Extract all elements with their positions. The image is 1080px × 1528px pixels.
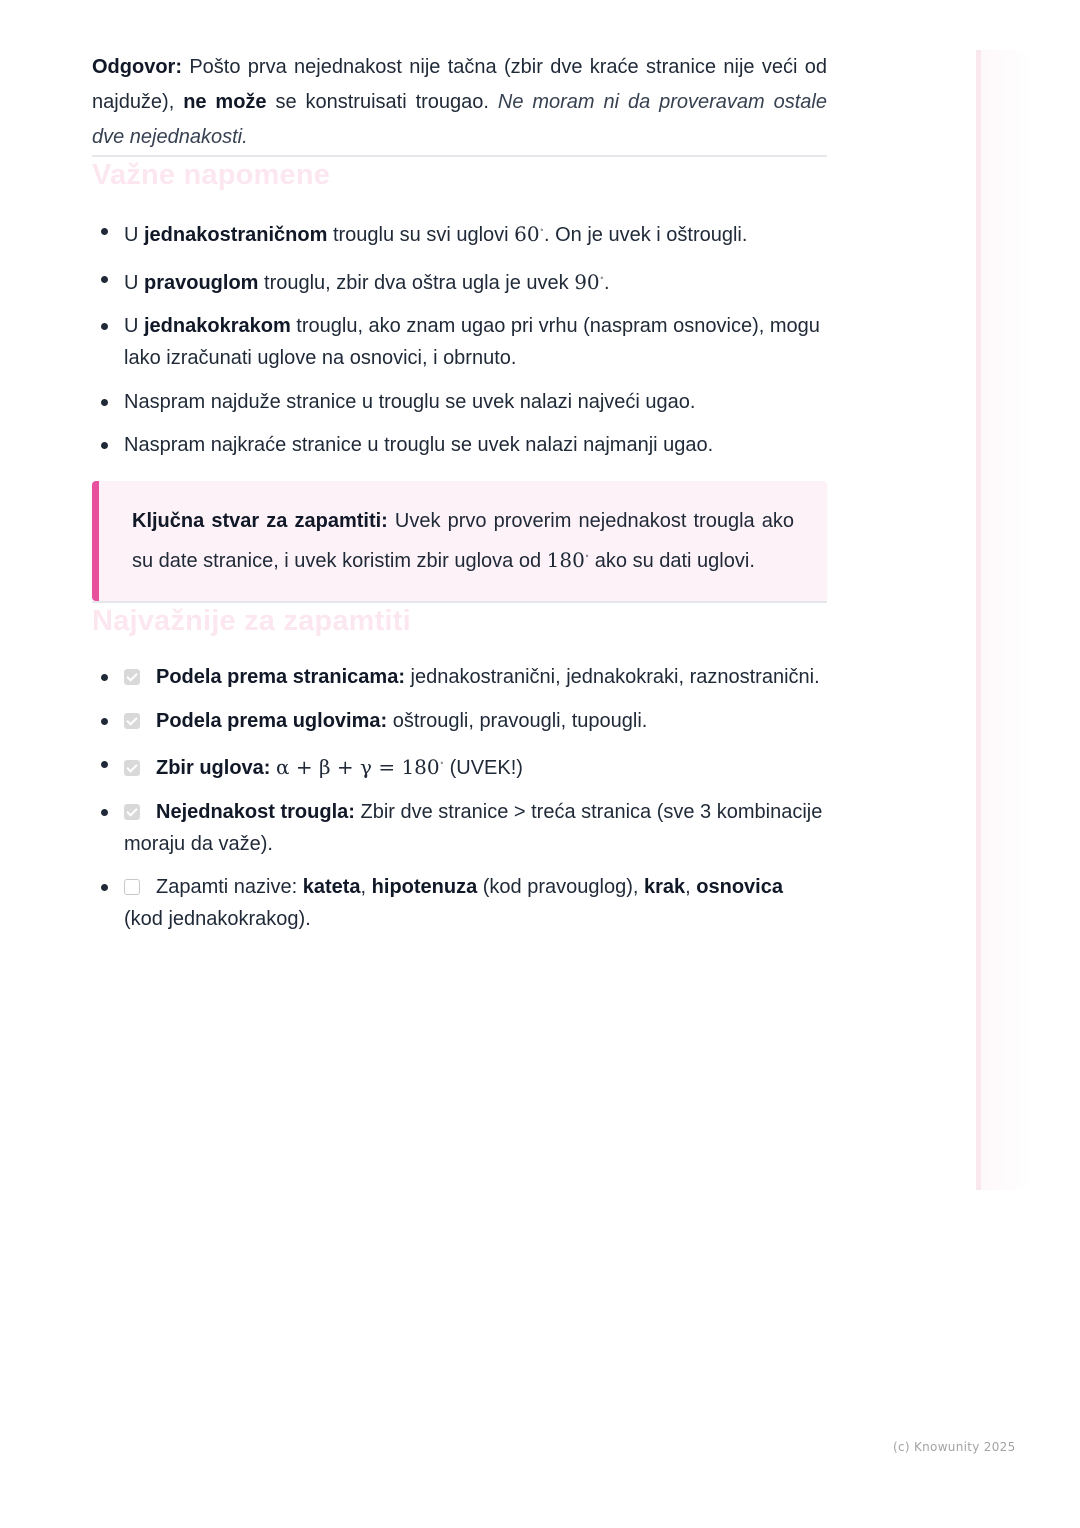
answer-paragraph: Odgovor: Pošto prva nejednakost nije tačna (zbir dve kraće stranice nije veći od najduže), ne može se konstruisati trougao. Ne moram ni da proveravam ostale dve nejednakosti.: [92, 56, 827, 148]
section-title-notes: Važne napomene: [92, 159, 331, 191]
checkbox-checked[interactable]: [124, 669, 140, 685]
list-item: U pravouglom trouglu, zbir dva oštra ugla je uvek 90∘.: [92, 263, 827, 299]
checklist-item: Nejednakost trougla: Zbir dve stranice > treća stranica (sve 3 kombinacije moraju da važe).: [92, 796, 827, 860]
checkbox-unchecked[interactable]: [124, 879, 140, 895]
notes-list: [92, 215, 827, 461]
summary-checklist: [92, 661, 827, 935]
checkbox-checked[interactable]: [124, 713, 140, 729]
key-takeaway-callout: Ključna stvar za zapamtiti: Uvek prvo proverim nejednakost trougla ako su date stranice, i uvek koristim zbir uglova od 180∘ ako su dati uglovi.: [92, 481, 827, 601]
list-item: Naspram najkraće stranice u trouglu se uvek nalazi najmanji ugao.: [92, 429, 827, 461]
math-expression: 90: [574, 269, 600, 294]
list-item: Naspram najduže stranice u trouglu se uvek nalazi najveći ugao.: [92, 386, 827, 418]
copyright-footer: (c) Knowunity 2025: [893, 1440, 1016, 1454]
checkbox-checked[interactable]: [124, 804, 140, 820]
callout-label: Ključna stvar za zapamtiti:: [132, 510, 388, 532]
checklist-item: Zapamti nazive: kateta, hipotenuza (kod pravouglog), krak, osnovica (kod jednakokrakog).: [92, 871, 827, 935]
answer-emphasis: ne može: [183, 91, 267, 113]
checklist-item: Podela prema uglovima: oštrougli, pravougli, tupougli.: [92, 705, 827, 737]
math-expression: α + β + γ = 180: [276, 755, 440, 779]
list-item: U jednakostraničnom trouglu su svi uglovi 60∘. On je uvek i oštrougli.: [92, 215, 827, 251]
math-expression: 180: [546, 548, 585, 572]
checkbox-checked[interactable]: [124, 760, 140, 776]
answer-italic-note: Ne moram ni da proveravam ostale dve nejednakosti.: [92, 91, 827, 148]
checklist-item: Podela prema stranicama: jednakostranični, jednakokraki, raznostranični.: [92, 661, 827, 693]
section-title-summary: Najvažnije za zapamtiti: [92, 605, 411, 637]
document-content: [92, 50, 827, 947]
checklist-item: Zbir uglova: α + β + γ = 180∘ (UVEK!): [92, 748, 827, 784]
side-accent-strip: [976, 50, 1032, 1190]
math-expression: 60: [514, 222, 540, 246]
list-item: U jednakokrakom trouglu, ako znam ugao pri vrhu (naspram osnovice), mogu lako izračunati uglove na osnovici, i obrnuto.: [92, 310, 827, 374]
answer-label: Odgovor:: [92, 56, 182, 78]
